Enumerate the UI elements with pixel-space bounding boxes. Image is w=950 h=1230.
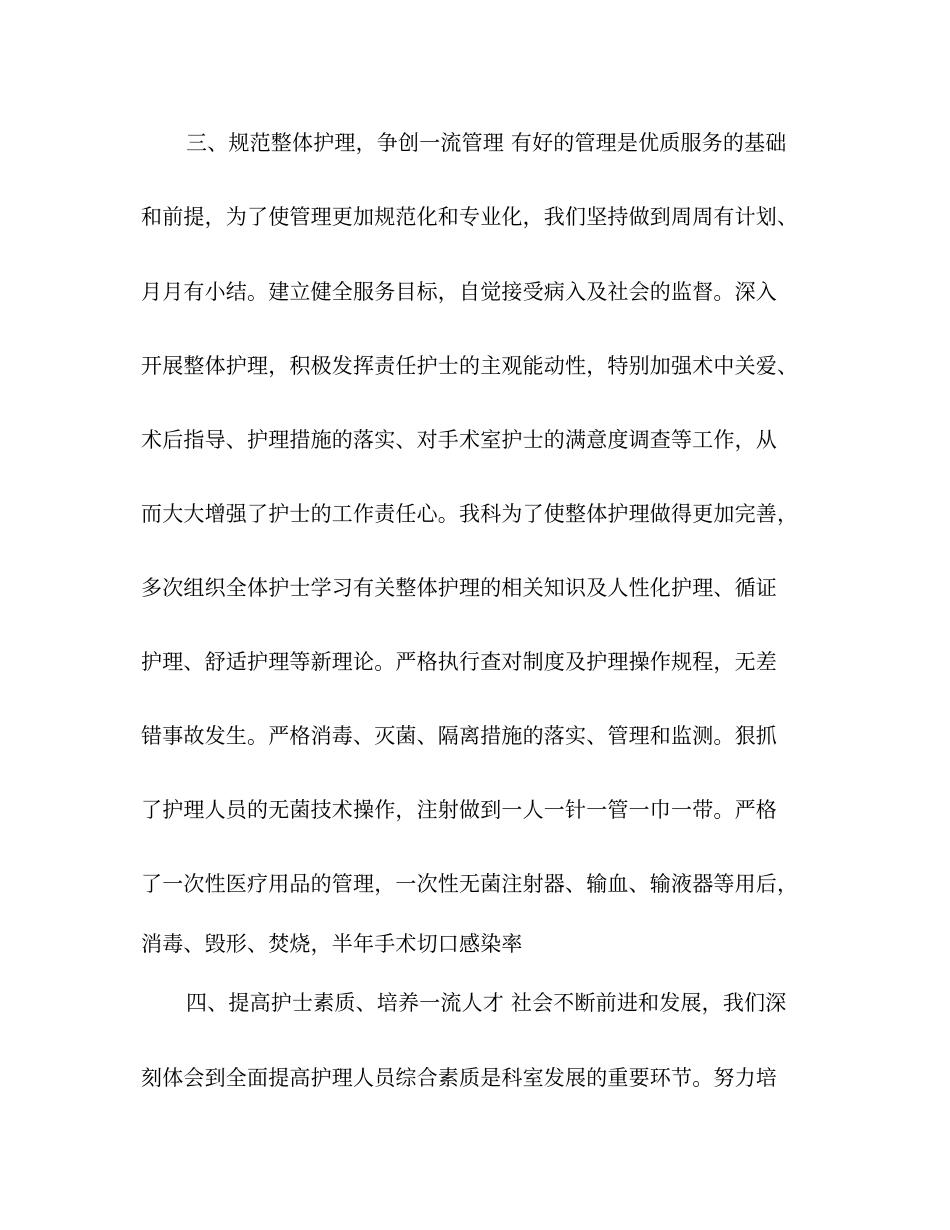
paragraph-3-line-8: 护理、舒适护理等新理论。严格执行查对制度及护理操作规程，无差 <box>141 650 777 674</box>
paragraph-3-line-12: 消毒、毁形、焚烧，半年手术切口感染率 <box>141 932 523 956</box>
paragraph-4-line-1: 四、提高护士素质、培养一流人才 社会不断前进和发展，我们深 <box>186 991 787 1015</box>
paragraph-3-line-6: 而大大增强了护士的工作责任心。我科为了使整体护理做得更加完善， <box>141 502 799 526</box>
paragraph-4-line-2: 刻体会到全面提高护理人员综合素质是科室发展的重要环节。努力培 <box>141 1066 777 1090</box>
paragraph-3-line-10: 了护理人员的无菌技术操作，注射做到一人一针一管一巾一带。严格 <box>141 798 777 822</box>
paragraph-3-line-5: 术后指导、护理措施的落实、对手术室护士的满意度调查等工作，从 <box>141 428 777 452</box>
paragraph-3-line-7: 多次组织全体护士学习有关整体护理的相关知识及人性化护理、循证 <box>141 576 777 600</box>
paragraph-3-line-2: 和前提，为了使管理更加规范化和专业化，我们坚持做到周周有计划、 <box>141 205 799 229</box>
paragraph-3-line-3: 月月有小结。建立健全服务目标，自觉接受病入及社会的监督。深入 <box>141 280 777 304</box>
paragraph-3-line-9: 错事故发生。严格消毒、灭菌、隔离措施的落实、管理和监测。狠抓 <box>141 724 777 748</box>
paragraph-3-line-4: 开展整体护理，积极发挥责任护士的主观能动性，特别加强术中关爱、 <box>141 354 799 378</box>
paragraph-3-line-11: 了一次性医疗用品的管理，一次性无菌注射器、输血、输液器等用后， <box>141 872 799 896</box>
paragraph-3-line-1: 三、规范整体护理，争创一流管理 有好的管理是优质服务的基础 <box>186 131 787 155</box>
